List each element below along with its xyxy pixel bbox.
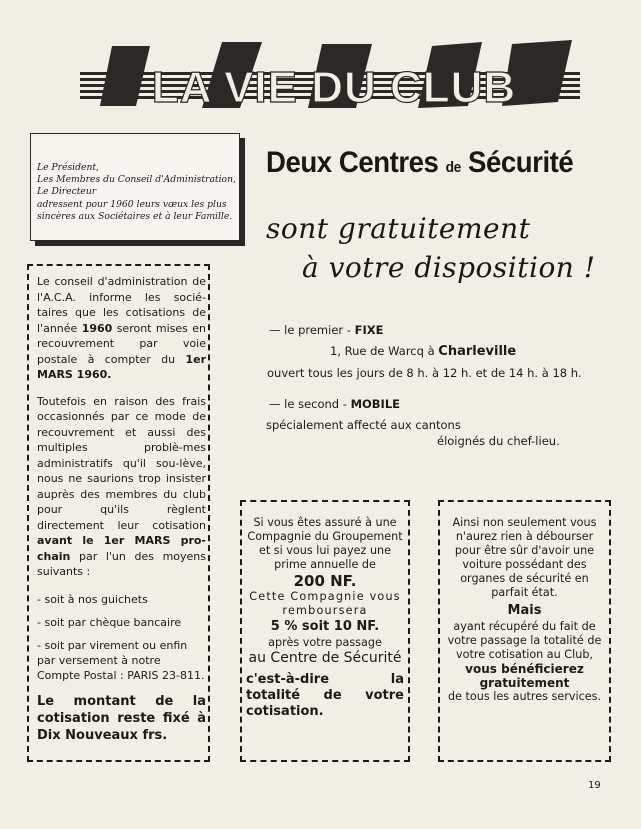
refund-text: Cette Compagnie vous remboursera [249, 590, 401, 617]
note-line: adressent pour 1960 leurs vœux les plus [37, 198, 227, 210]
club-banner [72, 38, 602, 116]
note-line: Le Directeur [37, 186, 97, 198]
banner-title: LA VIE DU CLUB [151, 63, 517, 112]
mobile-centre-line: — le second - MOBILE [269, 397, 401, 411]
script-subtitle-2: à votre disposition ! [302, 251, 596, 284]
page-title: Deux Centres de Sécurité [266, 146, 574, 179]
benefits-bold: vous bénéficierez gratuitement [465, 662, 584, 690]
address-line: 1, Rue de Warcq à Charleville [330, 344, 517, 359]
refund-after: après votre passage [268, 636, 382, 649]
notice-paragraph-2: Toutefois en raison des frais occasionnés par ce mode de recouvrement et aussi des multiples problè-mes administratifs qu'il sou-lève, nous ne saurions trop insister auprès des membres du club pour qu'ils règlent directement leur cotisation avant le 1er MARS pro-chain par l'un des moyens suivants : [37, 394, 206, 578]
payment-option: - soit par virement ou enfin par versement à notre Compte Postal : PARIS 23-811. [37, 638, 205, 682]
mobile-desc-2: éloignés du chef-lieu. [437, 434, 560, 448]
note-line: sincères aux Sociétaires et à leur Famille. [37, 210, 233, 222]
fee-statement: Le montant de la cotisation reste fixé à Dix Nouveaux frs. [37, 693, 206, 743]
refund-centre: au Centre de Sécurité [248, 650, 402, 666]
insurance-refund-box [240, 500, 410, 762]
refund-conclusion: c'est-à-dire la totalité de votre cotisation. [246, 672, 404, 719]
refund-intro: Si vous êtes assuré à une Compagnie du Groupement et si vous lui payez une prime annuelle de [247, 516, 403, 571]
note-line: Les Membres du Conseil d'Administration, [37, 174, 236, 186]
mobile-desc-1: spécialement affecté aux cantons [266, 418, 461, 432]
page-number: 19 [588, 780, 601, 791]
premium-amount: 200 NF. [293, 572, 357, 590]
benefits-box [438, 500, 611, 762]
fixed-centre-line: — le premier - FIXE [269, 323, 384, 337]
greetings-note [30, 133, 240, 241]
script-subtitle-1: sont gratuitement [266, 212, 531, 245]
hours-line: ouvert tous les jours de 8 h. à 12 h. et de 14 h. à 18 h. [267, 366, 582, 380]
payment-option: - soit à nos guichets [37, 592, 148, 606]
note-line: Le Président, [37, 162, 99, 173]
payment-option: - soit par chèque bancaire [37, 615, 182, 629]
refund-amount: 5 % soit 10 NF. [270, 619, 380, 634]
benefits-intro: Ainsi non seulement vous n'aurez rien à débourser pour être sûr d'avoir une voiture possédant des organes de sécurité en parfait état. [452, 516, 597, 599]
benefits-middle: ayant récupéré du fait de votre passage la totalité de votre cotisation au Club, [447, 620, 602, 661]
benefits-mais: Mais [507, 603, 542, 618]
notice-paragraph-1: Le conseil d'administration de l'A.C.A. informe les socié-taires que les cotisations de l'année 1960 seront mises en recouvrement par voie postale à compter du 1er MARS 1960. [37, 275, 206, 381]
benefits-end: de tous les autres services. [447, 690, 602, 703]
membership-notice [27, 264, 210, 762]
